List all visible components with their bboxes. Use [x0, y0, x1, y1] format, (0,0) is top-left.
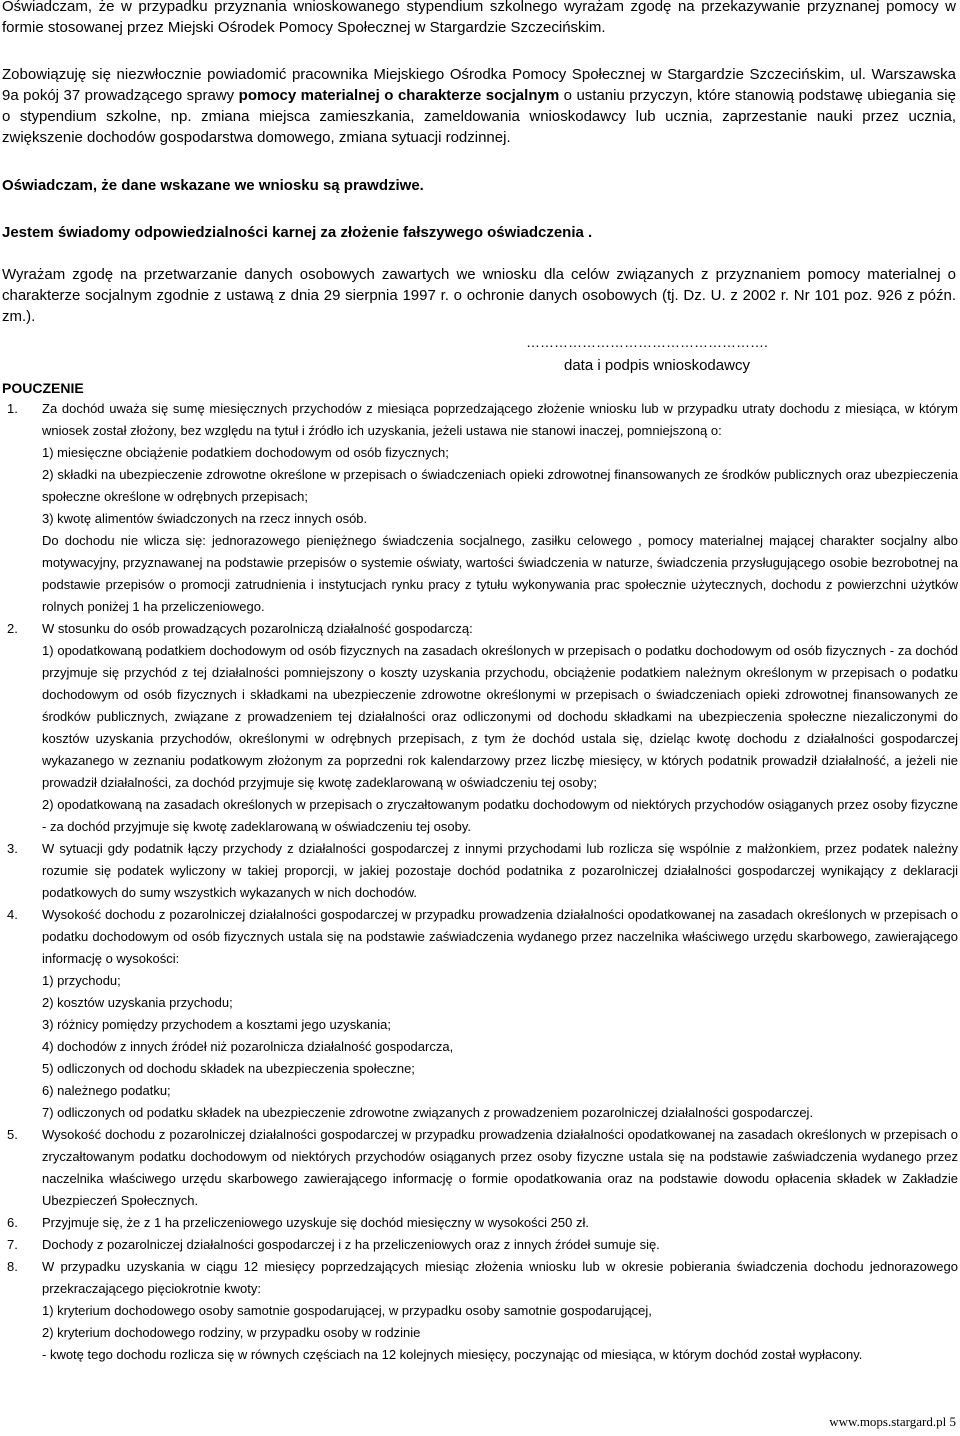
- instruction-list: [2, 398, 958, 1366]
- instruction-item-number: 8.: [7, 1259, 18, 1274]
- instruction-item: [2, 904, 958, 1124]
- footer-website: www.mops.stargard.pl: [829, 1414, 947, 1429]
- obligation-paragraph: [2, 64, 956, 148]
- instruction-item-text: 6) należnego podatku;: [42, 1083, 171, 1098]
- obligation-text-b: o ustaniu przyczyn, które stanowią podstawę ubiegania się o stypendium szkolne, np. zmiana miejsca zamieszkania, zameldowania wnioskodawcy lub ucznia, zaprzestanie nauki przez ucznia, zwiększenie dochodów gospodarstwa domowego, zmiana sytuacji rodzinnej.: [2, 87, 956, 146]
- instruction-item: [2, 398, 958, 618]
- instruction-item-text: 2) kosztów uzyskania przychodu;: [42, 995, 233, 1010]
- instruction-item-text: W sytuacji gdy podatnik łączy przychody z działalności gospodarczej z innymi przychodami lub rozlicza się wspólnie z małżonkiem, przez podatek należny rozumie się podatek wyliczony w takiej proporcji, w jakiej pozostaje dochód podatnika z pozarolniczej działalności gospodarczej wynikający z deklaracji podatkowych do sumy wszystkich wykazanych w nich dochodów.: [42, 841, 958, 900]
- instruction-item-text: 4) dochodów z innych źródeł niż pozarolnicza działalność gospodarcza,: [42, 1039, 454, 1054]
- instruction-item-number: 6.: [7, 1215, 18, 1230]
- instruction-item: [2, 1212, 958, 1234]
- instruction-item: [2, 618, 958, 838]
- instruction-item-text: Za dochód uważa się sumę miesięcznych przychodów z miesiąca poprzedzającego złożenie wniosku lub w przypadku utraty dochodu z miesiąca, w którym wniosek został złożony, bez względu na tytuł i źródło ich uzyskania, jeżeli ustawa nie stanowi inaczej, pomniejszoną o:: [42, 401, 958, 438]
- signature-label: data i podpis wnioskodawcy: [564, 357, 750, 374]
- instruction-item-number: 4.: [7, 907, 18, 922]
- instruction-item-text: 3) kwotę alimentów świadczonych na rzecz innych osób.: [42, 511, 368, 526]
- page-footer: [829, 1414, 956, 1430]
- signature-line: …………………………………………….: [526, 334, 768, 350]
- obligation-text-a: Zobowiązuję się niezwłocznie powiadomić pracownika Miejskiego Ośrodka Pomocy Społecznej w Stargardzie Szczecińskim, ul. Warszawska 9a pokój 37 prowadzącego sprawy: [2, 66, 956, 104]
- instruction-item-text: Wysokość dochodu z pozarolniczej działalności gospodarczej w przypadku prowadzenia działalności opodatkowanej na zasadach określonych w przepisach o podatku dochodowym od osób fizycznych ustala się na podstawie zaświadczenia wydanego przez naczelnika właściwego urzędu skarbowego, zawierającego informację o wysokości:: [42, 907, 958, 966]
- data-truth-statement: Oświadczam, że dane wskazane we wniosku są prawdziwe.: [2, 177, 424, 194]
- criminal-liability-statement: Jestem świadomy odpowiedzialności karnej za złożenie fałszywego oświadczenia .: [2, 224, 593, 241]
- instruction-item-text: 1) miesięczne obciążenie podatkiem dochodowym od osób fizycznych;: [42, 445, 449, 460]
- instruction-item-text: 1) przychodu;: [42, 973, 121, 988]
- instruction-item: [2, 1234, 958, 1256]
- instruction-heading: POUCZENIE: [2, 380, 84, 396]
- instruction-item-text: W przypadku uzyskania w ciągu 12 miesięcy poprzedzających miesiąc złożenia wniosku lub w okresie pobierania świadczenia dochodu jednorazowego przekraczającego pięciokrotnie kwoty:: [42, 1259, 958, 1296]
- instruction-item-number: 5.: [7, 1127, 18, 1142]
- instruction-item: [2, 1256, 958, 1366]
- instruction-item-text: 5) odliczonych od dochodu składek na ubezpieczenia społeczne;: [42, 1061, 415, 1076]
- instruction-item-text: 2) kryterium dochodowego rodziny, w przypadku osoby w rodzinie: [42, 1325, 421, 1340]
- instruction-item-text: Do dochodu nie wlicza się: jednorazowego pieniężnego świadczenia socjalnego, zasiłku celowego , pomocy materialnej mającej charakter socjalny albo motywacyjny, przyznawanej na podstawie przepisów o systemie oświaty, wartości świadczenia w naturze, świadczenia przysługującego osobie bezrobotnej na podstawie przepisów o promocji zatrudnienia i instytucjach rynku pracy z tytułu wykonywania prac społecznie użytecznych, dochodu z powierzchni użytków rolnych poniżej 1 ha przeliczeniowego.: [42, 533, 958, 614]
- instruction-item-text: 1) kryterium dochodowego osoby samotnie gospodarującej, w przypadku osoby samotnie gospodarującej,: [42, 1303, 652, 1318]
- consent-transfer-paragraph: Oświadczam, że w przypadku przyznania wnioskowanego stypendium szkolnego wyrażam zgodę na przekazywanie przyznanej pomocy w formie stosowanej przez Miejski Ośrodek Pomocy Społecznej w Stargardzie Szczecińskim.: [2, 0, 956, 36]
- instruction-item-text: Przyjmuje się, że z 1 ha przeliczeniowego uzyskuje się dochód miesięczny w wysokości 250 zł.: [42, 1215, 589, 1230]
- instruction-item: [2, 838, 958, 904]
- instruction-item-text: Wysokość dochodu z pozarolniczej działalności gospodarczej w przypadku prowadzenia działalności opodatkowanej na zasadach określonych w przepisach o zryczałtowanym podatku dochodowym od niektórych przychodów osiąganych przez osoby fizyczne ustala się na podstawie zaświadczenia wydanego przez naczelnika właściwego urzędu skarbowego zawierającego informację o formie opodatkowania oraz na podstawie dowodu opłacenia składek w Zakładzie Ubezpieczeń Społecznych.: [42, 1127, 958, 1208]
- instruction-item: [2, 1124, 958, 1212]
- instruction-item-number: 1.: [7, 401, 18, 416]
- instruction-item-number: 3.: [7, 841, 18, 856]
- footer-page-number: 5: [949, 1414, 956, 1429]
- obligation-text-bold: pomocy materialnej o charakterze socjalnym: [238, 87, 560, 104]
- instruction-item-text: 1) opodatkowaną podatkiem dochodowym od osób fizycznych na zasadach określonych w przepisach o podatku dochodowym od osób fizycznych - za dochód przyjmuje się przychód z tej działalności pomniejszony o koszty uzyskania przychodu, obciążenie podatkiem należnym określonym w przepisach o podatku dochodowym od osób fizycznych i składkami na ubezpieczenie zdrowotne określonymi w przepisach o świadczeniach opieki zdrowotnej finansowanych ze środków publicznych, związane z prowadzeniem tej działalności oraz odliczonymi od dochodu składkami na ubezpieczenia społeczne niezaliczonymi do kosztów uzyskania przychodów, określonymi w odrębnych przepisach, z tym że dochód ustala się, dzieląc kwotę dochodu z działalności gospodarczej wykazanego w zeznaniu podatkowym złożonym za poprzedni rok kalendarzowy przez liczbę miesięcy, w których podatnik prowadził działalność, a jeżeli nie prowadził działalności, za dochód przyjmuje się kwotę zadeklarowaną w oświadczeniu tej osoby;: [42, 643, 958, 790]
- instruction-item-text: 7) odliczonych od podatku składek na ubezpieczenie zdrowotne związanych z prowadzeniem pozarolniczej działalności gospodarczej.: [42, 1105, 814, 1120]
- instruction-item-text: 3) różnicy pomiędzy przychodem a kosztami jego uzyskania;: [42, 1017, 391, 1032]
- instruction-item-text: W stosunku do osób prowadzących pozarolniczą działalność gospodarczą:: [42, 621, 473, 636]
- instruction-item-number: 2.: [7, 621, 18, 636]
- instruction-item-text: - kwotę tego dochodu rozlicza się w równych częściach na 12 kolejnych miesięcy, poczynając od miesiąca, w którym dochód został wypłacony.: [42, 1347, 863, 1362]
- instruction-item-text: 2) opodatkowaną na zasadach określonych w przepisach o zryczałtowanym podatku dochodowym od niektórych przychodów osiąganych przez osoby fizyczne - za dochód przyjmuje się kwotę zadeklarowaną w oświadczeniu tej osoby.: [42, 797, 958, 834]
- instruction-item-text: 2) składki na ubezpieczenie zdrowotne określone w przepisach o świadczeniach opieki zdrowotnej finansowanych ze środków publicznych oraz ubezpieczenia społeczne określone w odrębnych przepisach;: [42, 467, 958, 504]
- instruction-item-number: 7.: [7, 1237, 18, 1252]
- instruction-item-text: Dochody z pozarolniczej działalności gospodarczej i z ha przeliczeniowych oraz z innych źródeł sumuje się.: [42, 1237, 660, 1252]
- personal-data-consent-paragraph: Wyrażam zgodę na przetwarzanie danych osobowych zawartych we wniosku dla celów związanych z przyznaniem pomocy materialnej o charakterze socjalnym zgodnie z ustawą z dnia 29 sierpnia 1997 r. o ochronie danych osobowych (tj. Dz. U. z 2002 r. Nr 101 poz. 926 z późn. zm.).: [2, 266, 956, 325]
